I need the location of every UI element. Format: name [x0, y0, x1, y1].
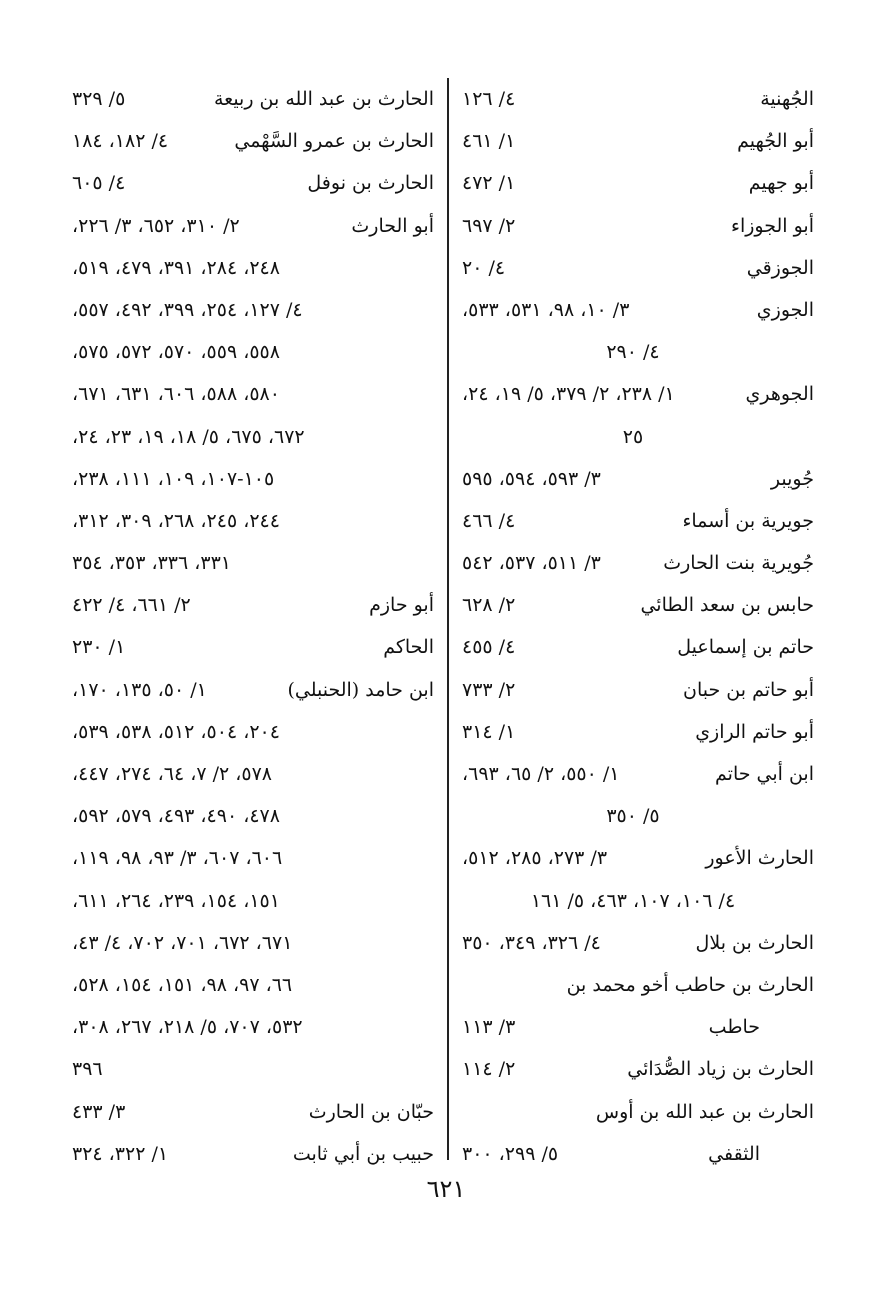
- entry-references: ٢/ ٣١٠، ٦٥٢، ٣/ ٢٢٦،: [72, 214, 240, 237]
- index-entry: [462, 1006, 814, 1048]
- index-entry: [462, 753, 814, 795]
- index-column-right: [462, 78, 814, 1175]
- entry-references: ١/ ٣١٤: [462, 720, 516, 743]
- column-divider: [447, 78, 449, 1160]
- index-entry: [72, 120, 434, 162]
- entry-name: أبو جهيم: [748, 172, 814, 195]
- index-entry: [462, 669, 814, 711]
- index-entry: [462, 795, 814, 837]
- index-entry: [462, 964, 814, 1006]
- entry-references: ٦٧١، ٦٧٢، ٧٠١، ٧٠٢، ٤/ ٤٣،: [72, 931, 293, 954]
- index-entry: [462, 331, 814, 373]
- entry-name: الحاكم: [383, 636, 434, 659]
- entry-references: ١/ ٢٣٨، ٢/ ٣٧٩، ٥/ ١٩، ٢٤،: [462, 383, 675, 406]
- entry-name: حبّان بن الحارث: [308, 1100, 434, 1123]
- entry-name: الثقفي: [708, 1142, 760, 1165]
- index-entry: [72, 500, 434, 542]
- entry-references: ٣/ ٤٣٣: [72, 1100, 126, 1123]
- index-entry: [72, 247, 434, 289]
- index-entry: [462, 289, 814, 331]
- entry-name: جُويبر: [770, 467, 814, 490]
- index-entry: [72, 922, 434, 964]
- entry-references: ٢/ ٧٣٣: [462, 678, 516, 701]
- entry-references: ٥٣٢، ٧٠٧، ٥/ ٢١٨، ٢٦٧، ٣٠٨،: [72, 1016, 303, 1039]
- entry-references: ٤/ ١٢٧، ٢٥٤، ٣٩٩، ٤٩٢، ٥٥٧،: [72, 298, 303, 321]
- entry-name: جويرية بن أسماء: [682, 509, 814, 532]
- entry-references: ٤/ ١٠٦، ١٠٧، ٤٦٣، ٥/ ١٦١: [530, 889, 736, 912]
- entry-references: ٥/ ٣٢٩: [72, 88, 126, 110]
- entry-name: حاتم بن إسماعيل: [677, 636, 814, 659]
- index-entry: [462, 78, 814, 120]
- entry-name: الجوزقي: [746, 256, 814, 279]
- entry-references: ٥/ ٣٥٠: [606, 805, 660, 828]
- entry-references: ٢٤٨، ٢٨٤، ٣٩١، ٤٧٩، ٥١٩،: [72, 256, 280, 279]
- entry-references: ٢/ ٦٩٧: [462, 214, 516, 237]
- entry-references: ٢/ ١١٤: [462, 1058, 516, 1081]
- entry-references: ٤٧٨، ٤٩٠، ٤٩٣، ٥٧٩، ٥٩٢،: [72, 805, 280, 828]
- index-entry: [462, 416, 814, 458]
- entry-references: ١/ ٥٥٠، ٢/ ٦٥، ٦٩٣،: [462, 763, 620, 785]
- index-entry: [462, 458, 814, 500]
- entry-references: ٤/ ٤٥٥: [462, 636, 516, 659]
- index-entry: [72, 1006, 434, 1048]
- entry-name: أبو الجوزاء: [731, 214, 814, 237]
- index-entry: [462, 584, 814, 626]
- entry-name: الحارث بن عبد الله بن أوس: [595, 1100, 814, 1123]
- entry-references: ١/ ٤٦١: [462, 130, 516, 153]
- entry-references: ٢٠٤، ٥٠٤، ٥١٢، ٥٣٨، ٥٣٩،: [72, 720, 280, 743]
- index-entry: [72, 964, 434, 1006]
- index-entry: [462, 837, 814, 879]
- entry-references: ٢/ ٦٢٨: [462, 594, 516, 617]
- entry-name: الحارث بن عبد الله بن ربيعة: [213, 88, 434, 110]
- entry-references: ٣/ ٥٩٣، ٥٩٤، ٥٩٥: [462, 467, 601, 490]
- entry-name: الحارث بن حاطب أخو محمد بن: [566, 973, 814, 996]
- entry-references: ١/ ٤٧٢: [462, 172, 516, 195]
- index-entry: [462, 711, 814, 753]
- index-entry: [72, 1133, 434, 1175]
- entry-references: ٤/ ٦٠٥: [72, 172, 126, 195]
- entry-references: ٣٣١، ٣٣٦، ٣٥٣، ٣٥٤: [72, 552, 232, 575]
- page-number: ٦٢١: [426, 1175, 466, 1203]
- entry-name: أبو الحارث: [351, 214, 434, 237]
- entry-name: الحارث الأعور: [705, 847, 814, 870]
- entry-references: ٤/ ٢٩٠: [606, 341, 660, 364]
- index-entry: [462, 1091, 814, 1133]
- entry-references: ٣/ ١٠، ٩٨، ٥٣١، ٥٣٣،: [462, 298, 630, 321]
- entry-name: حاطب: [708, 1016, 760, 1039]
- index-entry: [72, 626, 434, 668]
- entry-name: أبو حاتم الرازي: [695, 720, 814, 743]
- index-entry: [72, 753, 434, 795]
- index-entry: [72, 416, 434, 458]
- entry-references: ٣/ ٢٧٣، ٢٨٥، ٥١٢،: [462, 847, 608, 870]
- entry-name: الجُهنية: [760, 88, 814, 110]
- index-entry: [72, 711, 434, 753]
- entry-name: حابس بن سعد الطائي: [640, 594, 814, 617]
- index-column-left: [72, 78, 434, 1175]
- entry-references: ٢٤٤، ٢٤٥، ٢٦٨، ٣٠٩، ٣١٢،: [72, 509, 280, 532]
- index-entry: [72, 542, 434, 584]
- entry-references: ١/ ٣٢٢، ٣٢٤: [72, 1142, 169, 1165]
- index-entry: [72, 373, 434, 415]
- index-entry: [72, 669, 434, 711]
- index-entry: [72, 1048, 434, 1090]
- entry-references: ٦٧٢، ٦٧٥، ٥/ ١٨، ١٩، ٢٣، ٢٤،: [72, 425, 305, 448]
- index-entry: [462, 120, 814, 162]
- entry-name: الجوزي: [756, 298, 814, 321]
- entry-references: ٤/ ١٨٢، ١٨٤: [72, 130, 169, 153]
- index-entry: [462, 1048, 814, 1090]
- entry-name: الحارث بن عمرو السَّهْمي: [234, 130, 434, 153]
- index-entry: [462, 922, 814, 964]
- entry-name: حبيب بن أبي ثابت: [292, 1142, 434, 1165]
- index-entry: [72, 584, 434, 626]
- index-entry: [72, 837, 434, 879]
- entry-name: الجوهري: [745, 383, 814, 406]
- index-entry: [72, 880, 434, 922]
- entry-references: ٢٥: [622, 425, 644, 448]
- entry-references: ١/ ٥٠، ١٣٥، ١٧٠،: [72, 678, 207, 701]
- index-entry: [462, 162, 814, 204]
- entry-name: الحارث بن بلال: [695, 931, 814, 954]
- entry-name: أبو الجُهيم: [737, 130, 814, 153]
- index-entry: [72, 162, 434, 204]
- index-entry: [72, 795, 434, 837]
- entry-references: ١٥١، ١٥٤، ٢٣٩، ٢٦٤، ٦١١،: [72, 889, 280, 912]
- entry-references: ٣/ ١١٣: [462, 1016, 516, 1039]
- entry-references: ١/ ٢٣٠: [72, 636, 126, 659]
- entry-name: أبو حاتم بن حبان: [683, 678, 814, 701]
- entry-references: ٣/ ٥١١، ٥٣٧، ٥٤٢: [462, 552, 601, 575]
- entry-name: ابن أبي حاتم: [715, 763, 814, 785]
- index-entry: [462, 205, 814, 247]
- entry-references: ١٠٥-١٠٧، ١٠٩، ١١١، ٢٣٨،: [72, 467, 275, 490]
- entry-references: ٥٧٨، ٢/ ٧، ٦٤، ٢٧٤، ٤٤٧،: [72, 763, 273, 785]
- entry-references: ٥/ ٢٩٩، ٣٠٠: [462, 1142, 559, 1165]
- index-entry: [462, 247, 814, 289]
- entry-references: ٥٥٨، ٥٥٩، ٥٧٠، ٥٧٢، ٥٧٥،: [72, 341, 280, 364]
- entry-name: ابن حامد (الحنبلي): [287, 678, 434, 701]
- entry-references: ٣٩٦: [72, 1058, 103, 1081]
- entry-references: ٦٦، ٩٧، ٩٨، ١٥١، ١٥٤، ٥٢٨،: [72, 973, 293, 996]
- entry-name: جُويرية بنت الحارث: [663, 552, 814, 575]
- entry-name: أبو حازم: [369, 594, 434, 617]
- index-entry: [462, 500, 814, 542]
- entry-references: ٦٠٦، ٦٠٧، ٣/ ٩٣، ٩٨، ١١٩،: [72, 847, 283, 870]
- index-entry: [462, 542, 814, 584]
- index-entry: [72, 289, 434, 331]
- index-entry: [462, 373, 814, 415]
- index-entry: [462, 1133, 814, 1175]
- entry-references: ٢/ ٦٦١، ٤/ ٤٢٢: [72, 594, 191, 617]
- index-entry: [72, 78, 434, 120]
- index-entry: [72, 331, 434, 373]
- entry-references: ٤/ ٤٦٦: [462, 509, 516, 532]
- index-entry: [462, 880, 814, 922]
- entry-name: الحارث بن زياد الصُّدَائي: [627, 1058, 814, 1081]
- entry-name: الحارث بن نوفل: [307, 172, 434, 195]
- index-entry: [72, 458, 434, 500]
- entry-references: ٤/ ٢٠: [462, 256, 506, 279]
- entry-references: ٤/ ١٢٦: [462, 88, 516, 110]
- index-entry: [462, 626, 814, 668]
- index-entry: [72, 205, 434, 247]
- entry-references: ٥٨٠، ٥٨٨، ٦٠٦، ٦٣١، ٦٧١،: [72, 383, 280, 406]
- index-entry: [72, 1091, 434, 1133]
- entry-references: ٤/ ٣٢٦، ٣٤٩، ٣٥٠: [462, 931, 601, 954]
